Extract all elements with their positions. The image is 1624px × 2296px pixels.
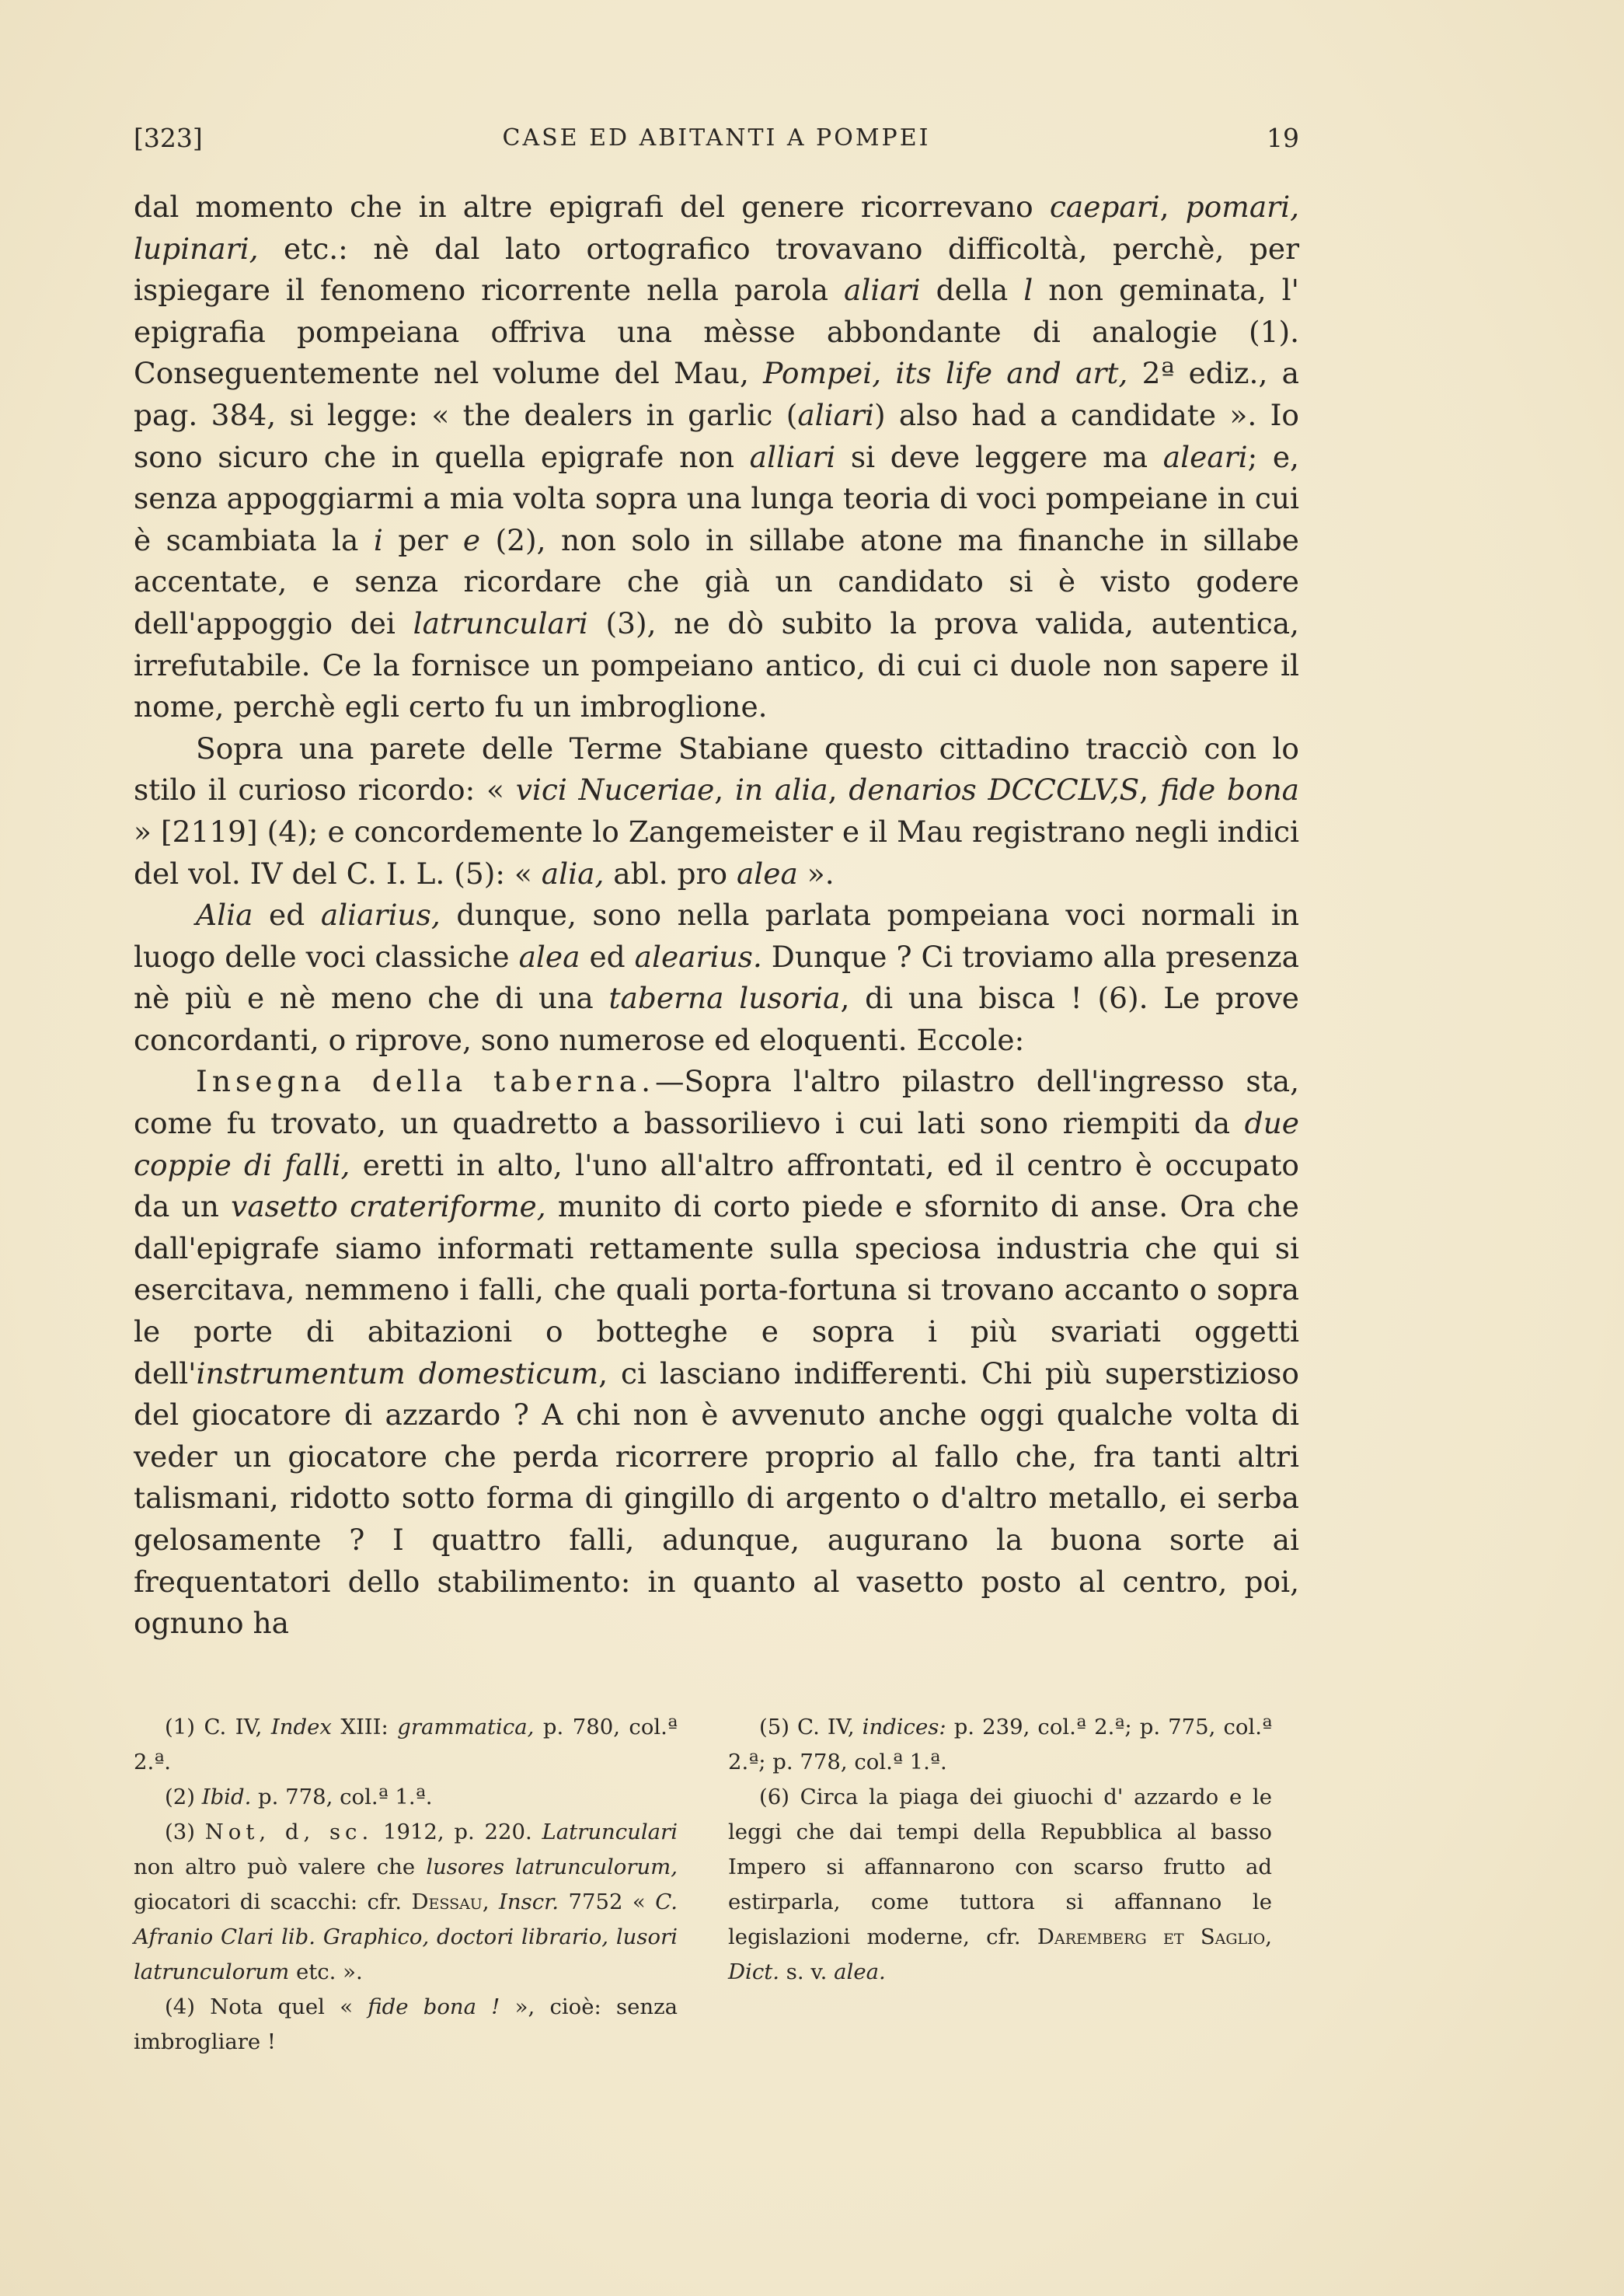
running-title: CASE ED ABITANTI A POMPEI [502, 124, 931, 152]
section-heading: Insegna della taberna. [196, 1064, 656, 1099]
paragraph-3: Alia ed aliarius, dunque, sono nella parlata pompeiana voci normali in luogo delle voci classiche alea ed alearius. Dunque ? Ci troviamo alla presenza nè più e nè meno che di una taberna lusoria, di una bisca ! (6). Le prove concordanti, o riprove, sono numerose ed eloquenti. Eccole: [134, 898, 1299, 1057]
paragraph-2: Sopra una parete delle Terme Stabiane questo cittadino tracciò con lo stilo il curioso ricordo: « vici Nuceriae, in alia, denarios DCCCLV,S, fide bona » [2119] (4); e concordemente lo Zangemeister e il Mau registrano negli indici del vol. IV del C. I. L. (5): « alia, abl. pro alea ». [134, 731, 1299, 891]
footnotes-right-column [728, 1710, 1272, 1990]
footnote-6: (6) Circa la piaga dei giuochi d' azzardo e le leggi che dai tempi della Repubblica al basso Impero si affannarono con scarso frutto ad estirparla, come tuttora si affannano le legislazioni moderne, cfr. Daremberg et Saglio, Dict. s. v. alea. [728, 1785, 1272, 1984]
footnote-3: (3) Not, d, sc. 1912, p. 220. Latrunculari non altro può valere che lusores latrunculorum, giocatori di scacchi: cfr. Dessau, Inscr. 7752 « C. Afranio Clari lib. Graphico, doctori librario, lusori latrunculorum etc. ». [134, 1820, 678, 1984]
paragraph-4: Insegna della taberna.—Sopra l'altro pilastro dell'ingresso sta, come fu trovato, un quadretto a bassorilievo i cui lati sono riempiti da due coppie di falli, eretti in alto, l'uno all'altro affrontati, ed il centro è occupato da un vasetto crateriforme, munito di corto piede e sfornito di anse. Ora che dall'epigrafe siamo informati rettamente sulla speciosa industria che qui si esercitava, nemmeno i falli, che quali porta-fortuna si trovano accanto o sopra le porte di abitazioni o botteghe e sopra i più svariati oggetti dell'instrumentum domesticum, ci lasciano indifferenti. Chi più superstizioso del giocatore di azzardo ? A chi non è avvenuto anche oggi qualche volta di veder un giocatore che perda ricorrere proprio al fallo che, fra tanti altri talismani, ridotto sotto forma di gingillo di argento o d'altro metallo, ei serba gelosamente ? I quattro falli, adunque, augurano la buona sorte ai frequentatori dello stabilimento: in quanto al vasetto posto al centro, poi, ognuno ha [134, 1064, 1300, 1641]
body-text [134, 187, 1299, 1645]
page-number: 19 [1267, 123, 1299, 153]
page-header [134, 123, 1299, 162]
paragraph-1: dal momento che in altre epigrafi del genere ricorrevano caepari, pomari, lupinari, etc.: nè dal lato ortografico trovavano difficoltà, perchè, per ispiegare il fenomeno ricorrente nella parola aliari della l non geminata, l' epigrafia pompeiana offriva una mèsse abbondante di analogie (1). Conseguentemente nel volume del Mau, Pompei, its life and art, 2ª ediz., a pag. 384, si legge: « the dealers in garlic (aliari) also had a candidate ». Io sono sicuro che in quella epigrafe non alliari si deve leggere ma aleari; e, senza appoggiarmi a mia volta sopra una lunga teoria di voci pompeiane in cui è scambiata la i per e (2), non solo in sillabe atone ma finanche in sillabe accentate, e senza ricordare che già un candidato si è visto godere dell'appoggio dei latrunculari (3), ne dò subito la prova valida, autentica, irrefutabile. Ce la fornisce un pompeiano antico, di cui ci duole non sapere il nome, perchè egli certo fu un imbroglione. [134, 190, 1300, 724]
footnote-2: (2) Ibid. p. 778, col.ª 1.ª. [165, 1785, 433, 1809]
original-page-number: [323] [134, 123, 203, 153]
footnote-4: (4) Nota quel « fide bona ! », cioè: senza imbrogliare ! [134, 1994, 678, 2054]
footnote-5: (5) C. IV, indices: p. 239, col.ª 2.ª; p. 775, col.ª 2.ª; p. 778, col.ª 1.ª. [728, 1715, 1273, 1774]
footnote-1: (1) C. IV, Index XIII: grammatica, p. 780, col.ª 2.ª. [134, 1715, 678, 1774]
footnotes-left-column [134, 1710, 678, 2060]
